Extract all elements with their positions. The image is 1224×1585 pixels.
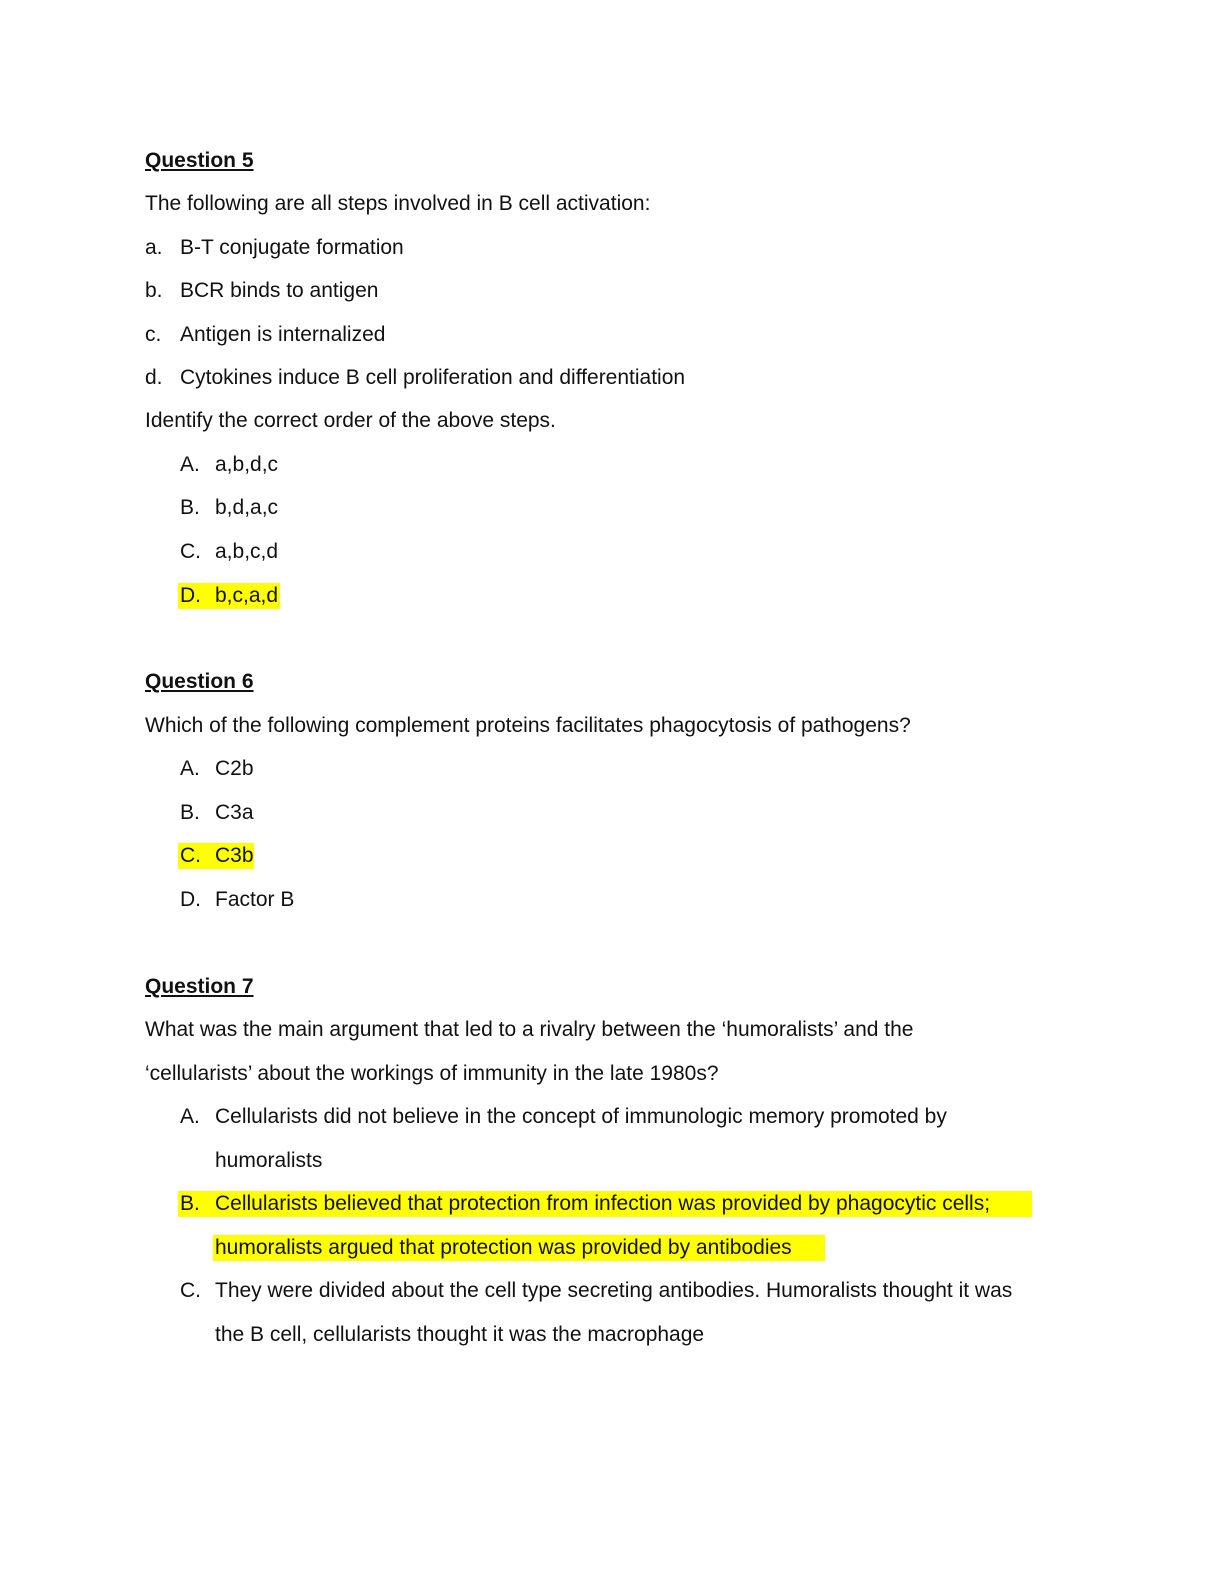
- option-letter: C.: [180, 844, 201, 867]
- option-text-line2: the B cell, cellularists thought it was the macrophage: [215, 1323, 705, 1346]
- question-5-heading: Question 5: [145, 149, 254, 172]
- option-text: C2b: [215, 757, 254, 780]
- question-7-heading: Question 7: [145, 975, 254, 998]
- step-letter: a.: [145, 236, 163, 259]
- option-letter: C.: [180, 1279, 201, 1302]
- step-letter: d.: [145, 366, 163, 389]
- question-5-prompt: The following are all steps involved in B cell activation:: [145, 192, 651, 215]
- option-text: b,d,a,c: [215, 496, 279, 519]
- option-letter: D.: [180, 584, 201, 607]
- step-text: Antigen is internalized: [180, 323, 386, 346]
- question-7-prompt-line2: ‘cellularists’ about the workings of immunity in the late 1980s?: [145, 1062, 719, 1085]
- option-letter: C.: [180, 540, 201, 563]
- option-letter: B.: [180, 496, 200, 519]
- option-text-line2: humoralists argued that protection was provided by antibodies: [215, 1236, 792, 1259]
- option-text: a,b,c,d: [215, 540, 279, 563]
- option-text-line2: humoralists: [215, 1149, 323, 1172]
- step-text: Cytokines induce B cell proliferation and differentiation: [180, 366, 686, 389]
- option-text: b,c,a,d: [215, 584, 279, 607]
- option-text-line1: Cellularists did not believe in the concept of immunologic memory promoted by: [215, 1105, 947, 1128]
- option-letter: A.: [180, 453, 200, 476]
- step-text: B-T conjugate formation: [180, 236, 404, 259]
- option-letter: A.: [180, 1105, 200, 1128]
- option-text: Factor B: [215, 888, 295, 911]
- option-text-line1: They were divided about the cell type secreting antibodies. Humoralists thought it was: [215, 1279, 1013, 1302]
- option-text: C3b: [215, 844, 254, 867]
- question-7-prompt-line1: What was the main argument that led to a rivalry between the ‘humoralists’ and the: [145, 1018, 914, 1041]
- step-letter: c.: [145, 323, 162, 346]
- question-6-prompt: Which of the following complement proteins facilitates phagocytosis of pathogens?: [145, 714, 911, 737]
- option-letter: A.: [180, 757, 200, 780]
- option-letter: B.: [180, 801, 200, 824]
- option-text: a,b,d,c: [215, 453, 279, 476]
- question-5-instruction: Identify the correct order of the above steps.: [145, 409, 556, 432]
- question-6-heading: Question 6: [145, 670, 254, 693]
- option-text: C3a: [215, 801, 254, 824]
- step-letter: b.: [145, 279, 163, 302]
- option-letter: B.: [180, 1192, 200, 1215]
- step-text: BCR binds to antigen: [180, 279, 379, 302]
- option-text-line1: Cellularists believed that protection from infection was provided by phagocytic cells;: [215, 1192, 991, 1215]
- option-letter: D.: [180, 888, 201, 911]
